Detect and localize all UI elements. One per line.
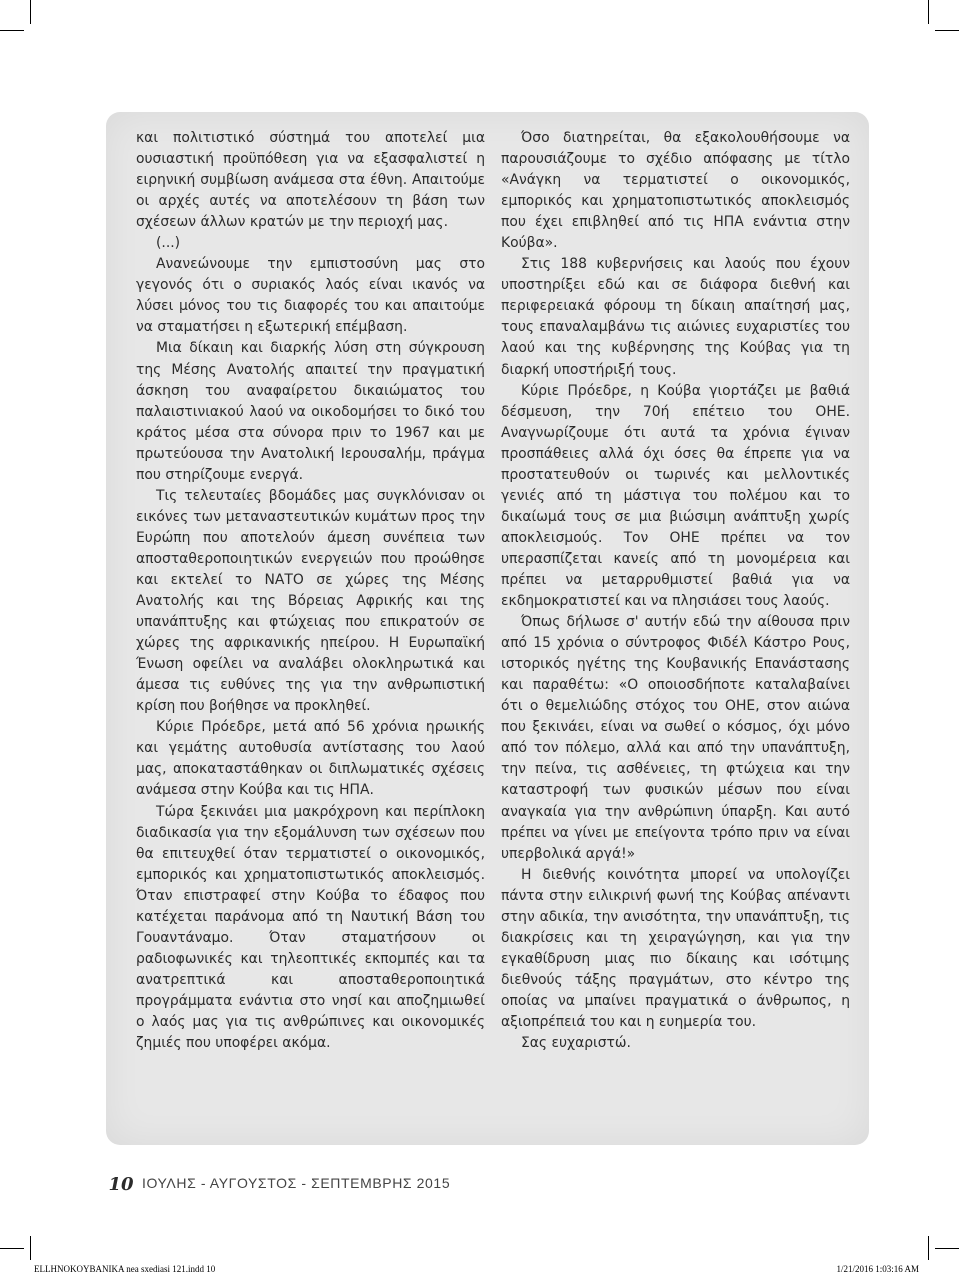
paragraph: και πολιτιστικό σύστημά του αποτελεί μια ουσιαστική προϋπόθεση για να εξασφαλιστεί η ειρηνική συμβίωση ανάμεσα στα έθνη. Απαιτούμε οι αρχές αυτές να αποτελέσουν τη βάση των σχέσεων άλλων κρατών με την περιοχή μας. (136, 130, 485, 231)
crop-mark (928, 1236, 929, 1260)
page-number: 10 (108, 1174, 134, 1195)
paragraph: Μια δίκαιη και διαρκής λύση στη σύγκρουση της Μέσης Ανατολής απαιτεί την πραγματική άσκηση του αναφαίρετου δικαιώματος του παλαιστινιακού λαού να οικοδομήσει το δικό του κράτος μέσα στα σύνορα πριν το 1967 και με πρωτεύουσα την Ανατολική Ιερουσαλήμ, πράγμα που στηρίζουμε ενεργά. (136, 340, 485, 483)
paragraph: Σας ευχαριστώ. (521, 1035, 631, 1052)
page-number-logo-icon (110, 1171, 132, 1195)
crop-mark (935, 1248, 959, 1249)
crop-mark (30, 0, 31, 24)
crop-mark (30, 1236, 31, 1260)
paragraph: Κύριε Πρόεδρε, μετά από 56 χρόνια ηρωικής και γεμάτης αυτοθυσία αντίστασης του λαού μας, αποκαταστάθηκαν οι διπλωματικές σχέσεις ανάμεσα στην Κούβα και τις ΗΠΑ. (136, 719, 485, 799)
issue-date: ΙΟΥΛΗΣ - ΑΥΓΟΥΣΤΟΣ - ΣΕΠΤΕΜΒΡΗΣ 2015 (142, 1175, 451, 1191)
paragraph: (...) (156, 235, 181, 252)
crop-mark (928, 0, 929, 24)
paragraph: Ανανεώνουμε την εμπιστοσύνη μας στο γεγονός ότι ο συριακός λαός είναι ικανός να λύσει μόνος του τις διαφορές του και απαιτούμε να σταματήσει η εξωτερική επέμβαση. (136, 256, 485, 336)
paragraph: Κύριε Πρόεδρε, η Κούβα γιορτάζει με βαθιά δέσμευση, την 70ή επέτειο του ΟΗΕ. Αναγνωρίζουμε ότι αυτά τα χρόνια έγιναν προσπάθειες αλλά όχι όσες θα έπρεπε για να προστατευθούν οι τωρινές και μελλοντικές γενιές από τη μάστιγα του πολέμου και το δικαίωμά τους σε μια βιώσιμη ανάπτυξη χωρίς αποκλεισμούς. Τον ΟΗΕ πρέπει να τον υπερασπίζεται κανείς από τη μονομέρεια και πρέπει να μεταρρυθμιστεί βαθιά για να εκδημοκρατιστεί και να πλησιάσει τους λαούς. (501, 382, 850, 610)
print-slug-timestamp: 1/21/2016 1:03:16 AM (836, 1264, 919, 1274)
paragraph: Όσο διατηρείται, θα εξακολουθήσουμε να παρουσιάζουμε το σχέδιο απόφασης με τίτλο «Ανάγκη να τερματιστεί ο οικονομικός, εμπορικός και χρηματοπιστωτικός αποκλεισμός που έχει επιβληθεί από τις ΗΠΑ ενάντια στην Κούβα». (501, 130, 850, 252)
paragraph: Η διεθνής κοινότητα μπορεί να υπολογίζει πάντα στην ειλικρινή φωνή της Κούβας απέναντι στην αδικία, την ανισότητα, την υπανάπτυξη, τις διακρίσεις και τη χειραγώγηση, και για την εγκαθίδρυση μιας πιο δίκαιης και ισότιμης διεθνούς τάξης πραγμάτων, στο κέντρο της οποίας να μπαίνει πραγματικά ο άνθρωπος, η αξιοπρέπειά του και η ευημερία του. (501, 866, 850, 1030)
paragraph: Στις 188 κυβερνήσεις και λαούς που έχουν υποστηρίξει εδώ και σε διάφορα διεθνή και περιφερειακά φόρουμ τη δίκαιη απαίτησή μας, τους επαναλαμβάνω τις αιώνιες ευχαριστίες του λαού και της κυβέρνησης της Κούβας για τη διαρκή υποστήριξή τους. (501, 256, 850, 378)
left-column (136, 128, 485, 1054)
crop-mark (935, 30, 959, 31)
right-column (501, 128, 850, 1054)
page-footer (110, 1170, 450, 1196)
paragraph: Όπως δήλωσε σ' αυτήν εδώ την αίθουσα πριν από 15 χρόνια ο σύντροφος Φιδέλ Κάστρο Ρους, ιστορικός ηγέτης της Κουβανικής Επανάστασης και παραθέτω: «Ο οποιοσδήποτε καταλαβαίνει ότι ο θεμελιώδης στόχος του ΟΗΕ, στον αιώνα που ξεκινάει, είναι να σωθεί ο κόσμος, όχι μόνο από τον πόλεμο, αλλά και από την υπανάπτυξη, την πείνα, τις ασθένειες, τη φτώχεια και την καταστροφή των φυσικών μέσων που είναι αναγκαία για την ανθρώπινη ύπαρξη. Και αυτό πρέπει να γίνει με επείγοντα τρόπο πριν να είναι υπερβολικά αργά!» (501, 614, 850, 862)
crop-mark (0, 30, 24, 31)
print-slug-file: ELLHNOKOYBANIKA nea sxediasi 121.indd 10 (34, 1264, 216, 1274)
paragraph: Τώρα ξεκινάει μια μακρόχρονη και περίπλοκη διαδικασία για την εξομάλυνση των σχέσεων που θα επιτευχθεί όταν τερματιστεί ο οικονομικός, εμπορικός και χρηματοπιστωτικός αποκλεισμός. Όταν επιστραφεί στην Κούβα το έδαφος που κατέχεται παράνομα από τη Ναυτική Βάση του Γουαντάναμο. Όταν σταματήσουν οι ραδιοφωνικές και τηλεοπτικές εκπομπές και τα ανατρεπτικά και αποσταθεροποιητικά προγράμματα ενάντια στο νησί και αποζημιωθεί ο λαός μας για τις ανθρώπινες και οικονομικές ζημιές που υποφέρει ακόμα. (136, 803, 485, 1052)
crop-mark (0, 1248, 24, 1249)
paragraph: Τις τελευταίες βδομάδες μας συγκλόνισαν οι εικόνες των μεταναστευτικών κυμάτων προς την Ευρώπη που αποτελούν άμεση συνέπεια των αποσταθεροποιητικών ενεργειών που προώθησε και εκτελεί το ΝΑΤΟ σε χώρες της Μέσης Ανατολής και της Βόρειας Αφρικής και της υπανάπτυξης και φτώχειας που επικρατούν σε χώρες της αφρικανικής ηπείρου. Η Ευρωπαϊκή Ένωση οφείλει να αναλάβει ολοκληρωτικά και άμεσα τις ευθύνες της για την ανθρωπιστική κρίση που βοήθησε να προκληθεί. (136, 487, 485, 715)
